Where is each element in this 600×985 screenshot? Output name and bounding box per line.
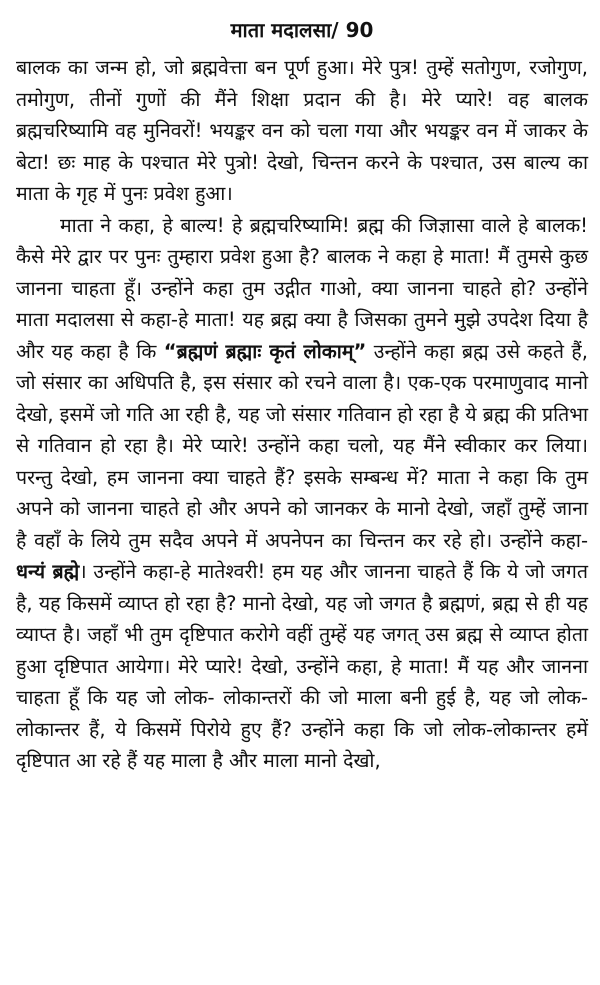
paragraph-2-part-1: माता ने कहा, हे बाल्य! हे ब्रह्मचरिष्यामि! ब्रह्म की जिज्ञासा वाले हे बालक! कैसे मेरे द्वार पर पुनः तुम्हारा प्रवेश हुआ है? बालक ने कहा हे माता! मैं तुमसे कुछ जानना चाहता हूँ। उन्होंने कहा तुम उद्गीत गाओ, क्या जानना चाहते हो? उन्होंने माता मदालसा से कहा-हे माता! यह ब्रह्म क्या है जिसका तुमने मुझे उपदेश दिया है और यह कहा है कि — [16, 213, 588, 363]
body-text — [16, 52, 588, 777]
paragraph-2 — [16, 210, 588, 777]
page-header — [16, 10, 588, 52]
paragraph-2-part-3: । उन्होंने कहा-हे मातेश्वरी! हम यह और जानना चाहते हैं कि ये जो जगत है, यह किसमें व्याप्त हो रहा है? मानो देखो, यह जो जगत है ब्रह्मणं, ब्रह्म से ही यह व्याप्त है। जहाँ भी तुम दृष्टिपात करोगे वहीं तुम्हें यह जगत् उस ब्रह्म से व्याप्त होता हुआ दृष्टिपात आयेगा। मेरे प्यारे! देखो, उन्होंने कहा, हे माता! मैं यह और जानना चाहता हूँ कि यह जो लोक- लोकान्तरों की जो माला बनी हुई है, यह जो लोक-लोकान्तर हैं, ये किसमें पिरोये हुए हैं? उन्होंने कहा कि जो लोक-लोकान्तर हमें दृष्टिपात आ रहे हैं यह माला है और माला मानो देखो, — [16, 560, 588, 772]
paragraph-1: बालक का जन्म हो, जो ब्रह्मवेत्ता बन पूर्ण हुआ। मेरे पुत्र! तुम्हें सतोगुण, रजोगुण, तमोगुण, तीनों गुणों की मैंने शिक्षा प्रदान की है। मेरे प्यारे! वह बालक ब्रह्मचरिष्यामि वह मुनिवरों! भयङ्कर वन को चला गया और भयङ्कर वन में जाकर के बेटा! छः माह के पश्चात मेरे पुत्रो! देखो, चिन्तन करने के पश्चात, उस बाल्य का माता के गृह में पुनः प्रवेश हुआ। — [16, 56, 588, 205]
paragraph-2-part-2: उन्होंने कहा ब्रह्म उसे कहते हैं, जो संसार का अधिपति है, इस संसार को रचने वाला है। एक-एक परमाणुवाद मानो देखो, इसमें जो गति आ रही है, यह जो संसार गतिवान हो रहा है ये ब्रह्म की प्रतिभा से गतिवान हो रहा है। मेरे प्यारे! उन्होंने कहा चलो, यह मैंने स्वीकार कर लिया। परन्तु देखो, हम जानना क्या चाहते हैं? इसके सम्बन्ध में? माता ने कहा कि तुम अपने को जानना चाहते हो और अपने को जानकर के मानो देखो, जहाँ तुम्हें जाना है वहाँ के लिये तुम सदैव अपने में अपनेपन का चिन्तन कर रहे हो। उन्होंने कहा- — [16, 339, 588, 552]
bold-exclamation: धन्यं ब्रह्मे — [16, 560, 80, 583]
page-title: माता मदालसा/ 90 — [230, 18, 374, 42]
sanskrit-quote: “ब्रह्मणं ब्रह्माः कृतं लोकाम्” — [163, 339, 367, 363]
